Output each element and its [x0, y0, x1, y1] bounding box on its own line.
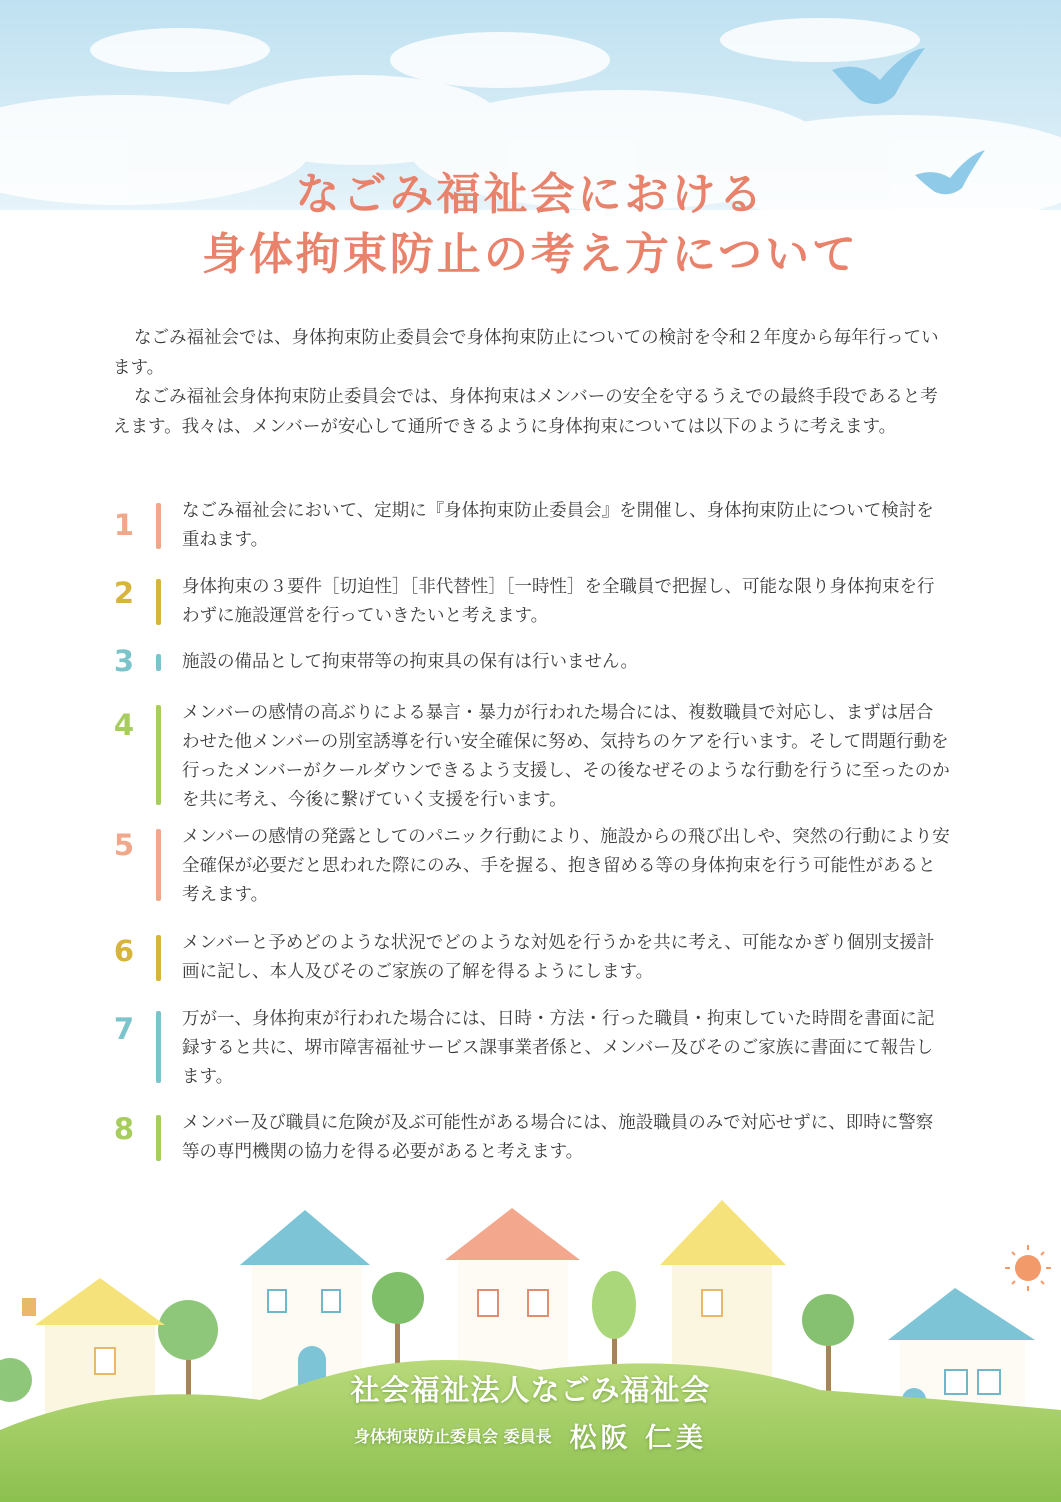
item-number: 8	[113, 1112, 135, 1146]
item-bar	[156, 654, 161, 671]
item-text: 万が一、身体拘束が行われた場合には、日時・方法・行った職員・拘束していた時間を書面に記録すると共に、堺市障害福祉サービス課事業者係と、メンバー及びそのご家族に書面にて報告します。	[182, 1009, 935, 1087]
page-title	[0, 165, 1061, 285]
item-bar	[156, 1011, 161, 1083]
item-number: 4	[113, 708, 135, 742]
item-number: 5	[113, 828, 135, 862]
organization-name: 社会福祉法人なごみ福祉会	[350, 1373, 711, 1407]
item-text: メンバーと予めどのような状況でどのような対処を行うかを共に考え、可能なかぎり個別支援計画に記し、本人及びそのご家族の了解を得るようにします。	[182, 933, 935, 982]
item-bar	[156, 1115, 161, 1161]
signer-name: 松阪 仁美	[569, 1423, 707, 1454]
item-text: 施設の備品として拘束帯等の拘束具の保有は行いません。	[182, 652, 639, 672]
item-bar	[156, 829, 161, 901]
intro-paragraph-2: なごみ福祉会身体拘束防止委員会では、身体拘束はメンバーの安全を守るうえでの最終手段であると考えます。我々は、メンバーが安心して通所できるように身体拘束については以下のように考えます。	[113, 387, 938, 437]
item-text: 身体拘束の３要件［切迫性］［非代替性］［一時性］を全職員で把握し、可能な限り身体拘束を行わずに施設運営を行っていきたいと考えます。	[182, 577, 935, 626]
signer-role: 身体拘束防止委員会 委員長	[354, 1427, 552, 1446]
intro-text	[113, 324, 948, 442]
item-text: メンバー及び職員に危険が及ぶ可能性がある場合には、施設職員のみで対応せずに、即時に警察等の専門機関の協力を得る必要があると考えます。	[182, 1113, 934, 1162]
item-text: メンバーの感情の発露としてのパニック行動により、施設からの飛び出しや、突然の行動により安全確保が必要だと思われた際にのみ、手を握る、抱き留める等の身体拘束を行う可能性があると考えます。	[182, 827, 950, 905]
title-line-1: なごみ福祉会における	[295, 169, 766, 220]
signer-line	[0, 1416, 1061, 1455]
item-number: 1	[113, 508, 135, 542]
item-bar	[156, 705, 161, 805]
item-number: 2	[113, 576, 135, 610]
intro-paragraph-1: なごみ福祉会では、身体拘束防止委員会で身体拘束防止についての検討を令和２年度から毎年行っています。	[113, 328, 939, 378]
item-bar	[156, 503, 161, 549]
item-text: メンバーの感情の高ぶりによる暴言・暴力が行われた場合には、複数職員で対応し、まずは居合わせた他メンバーの別室誘導を行い安全確保に努め、気持ちのケアを行います。そして問題行動を行ったメンバーがクールダウンできるよう支援し、その後なぜそのような行動を行うに至ったのかを共に考え、今後に繋げていく支援を行います。	[182, 703, 950, 810]
item-number: 3	[113, 644, 135, 678]
sun-icon	[1005, 1245, 1051, 1291]
item-number: 7	[113, 1012, 135, 1046]
item-text: なごみ福祉会において、定期に『身体拘束防止委員会』を開催し、身体拘束防止について検討を重ねます。	[182, 501, 934, 550]
title-line-2: 身体拘束防止の考え方について	[201, 229, 860, 280]
item-bar	[156, 579, 161, 625]
item-bar	[156, 935, 161, 981]
item-number: 6	[113, 934, 135, 968]
